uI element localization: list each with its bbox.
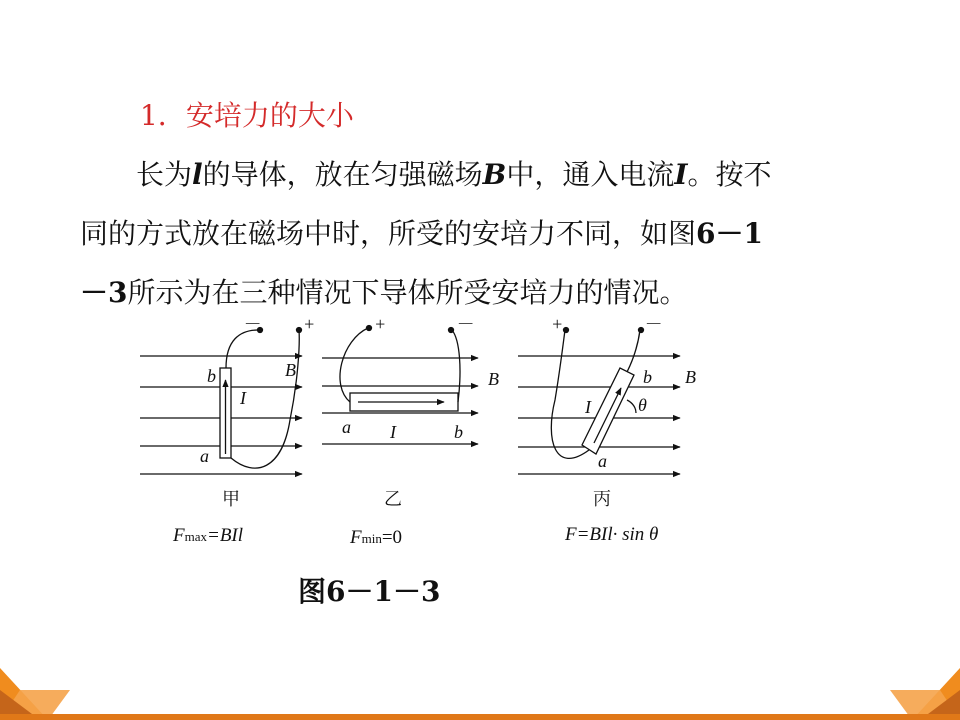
paragraph-line-1: 长为l的导体，放在匀强磁场B中，通入电流I。按不 — [136, 158, 772, 191]
svg-text:B: B — [488, 369, 499, 389]
svg-text:+: + — [374, 314, 387, 334]
svg-text:a: a — [598, 451, 607, 471]
svg-text:a: a — [342, 417, 351, 437]
svg-text:+: + — [551, 314, 564, 334]
svg-text:θ: θ — [638, 395, 647, 415]
svg-text:－: － — [643, 314, 661, 334]
formula-yi: Fmin=0 — [350, 527, 403, 548]
panel-jia-label: 甲 — [222, 489, 240, 510]
svg-text:b: b — [454, 422, 463, 442]
svg-text:b: b — [207, 366, 216, 386]
svg-text:b: b — [643, 367, 652, 387]
panel-bing-label: 丙 — [593, 489, 611, 510]
formula-bing: F=BIl· sin θ — [565, 524, 659, 545]
paragraph-line-2: 同的方式放在磁场中时，所受的安培力不同，如图6－1 — [80, 217, 763, 250]
svg-text:I: I — [585, 397, 591, 417]
svg-text:B: B — [685, 367, 696, 387]
svg-text:a: a — [200, 446, 209, 466]
figure-caption: 图6－1－3 — [298, 575, 441, 608]
svg-text:B: B — [285, 360, 296, 380]
panel-yi-label: 乙 — [384, 489, 402, 510]
paragraph-line-3: －3所示为在三种情况下导体所受安培力的情况。 — [80, 276, 688, 309]
svg-text:－: － — [455, 314, 473, 334]
svg-text:+: + — [303, 314, 316, 334]
svg-text:I: I — [240, 388, 246, 408]
formula-jia: Fmax=BIl — [173, 525, 244, 546]
svg-text:I: I — [390, 422, 396, 442]
svg-text:－: － — [242, 314, 260, 334]
section-heading: 1．安培力的大小 — [140, 99, 354, 132]
